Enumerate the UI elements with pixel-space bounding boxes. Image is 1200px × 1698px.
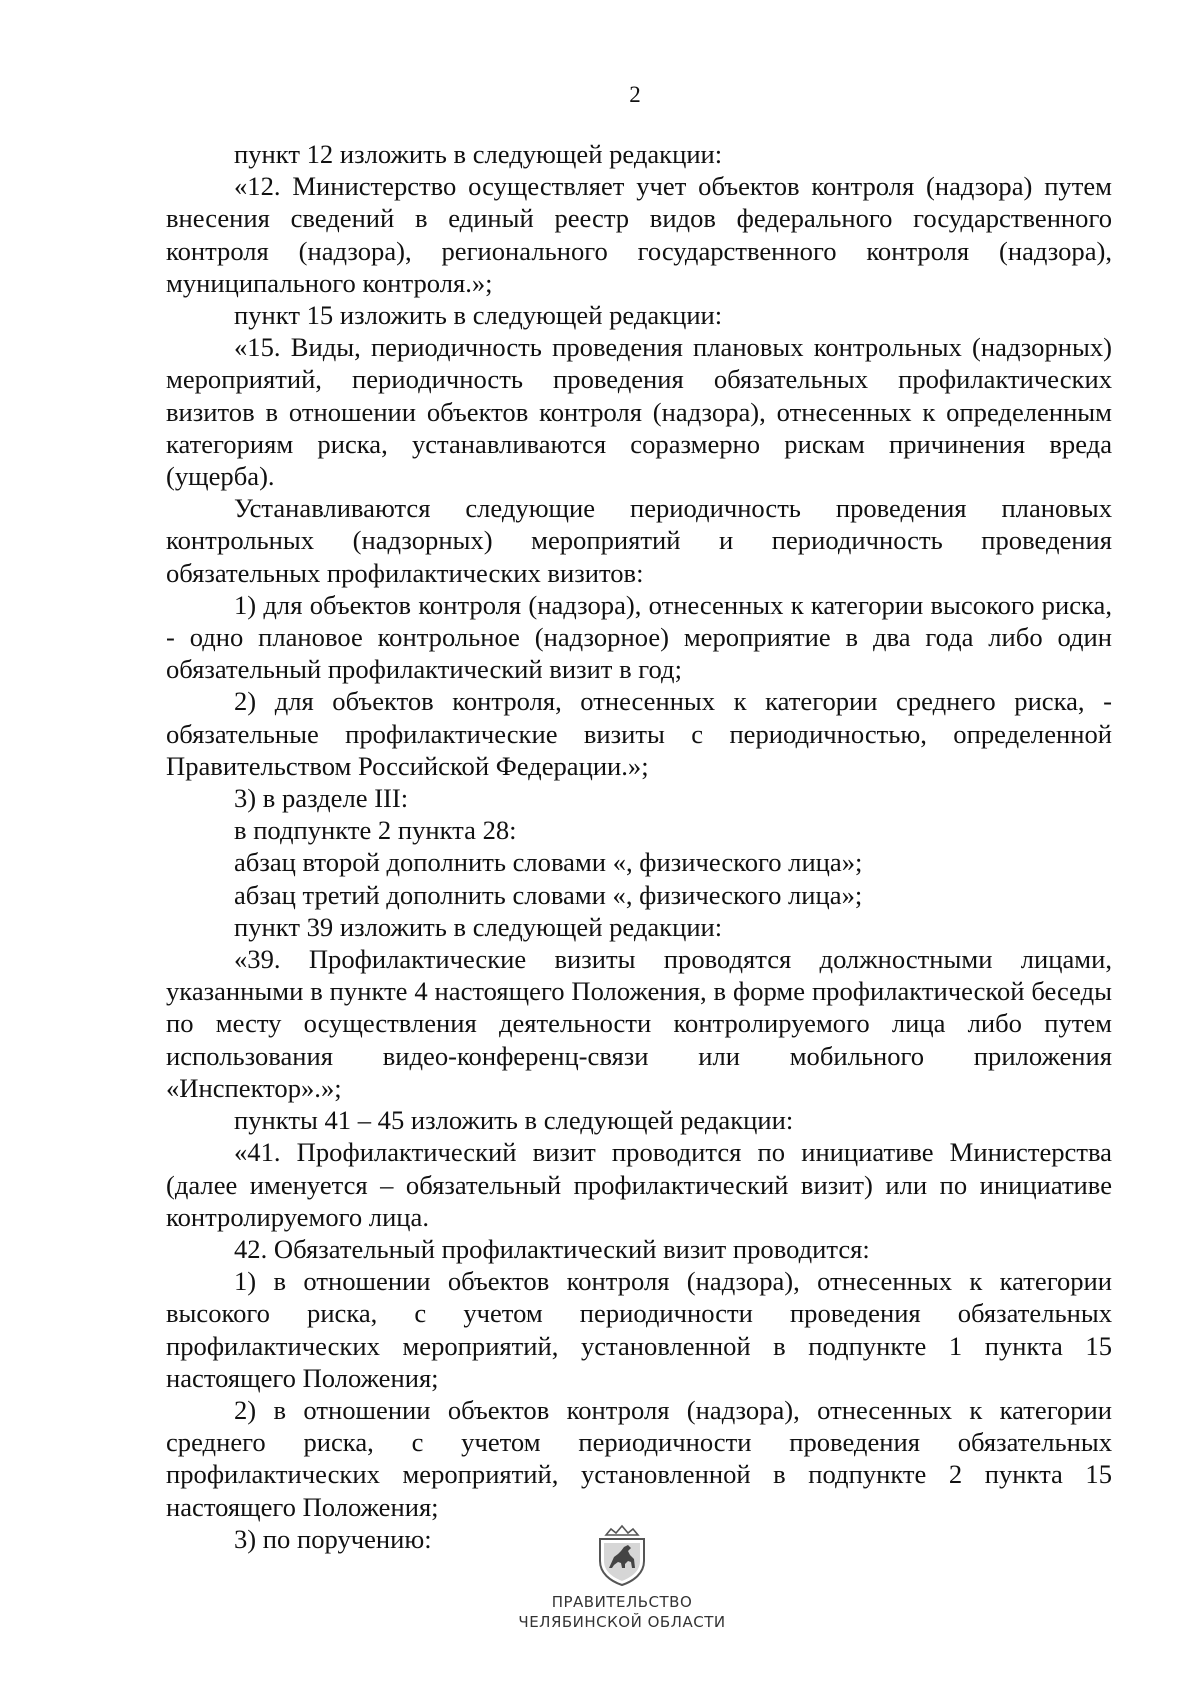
stamp-caption: [472, 1592, 772, 1632]
paragraph: 42. Обязательный профилактический визит проводится:: [234, 1233, 870, 1264]
paragraph: «39. Профилактические визиты проводятся должностными лицами, указанными в пункте 4 настоящего Положения, в форме профилактической беседы по месту осуществления деятельности контролируемого лица либо путем использования видео-конференц-связи или мобильного приложения «Инспектор».»;: [166, 944, 1112, 1103]
paragraph: пункт 15 изложить в следующей редакции:: [234, 300, 723, 331]
paragraph: «15. Виды, периодичность проведения плановых контрольных (надзорных) мероприятий, периодичность проведения обязательных профилактических визитов в отношении объектов контроля (надзора), отнесенных к определенным категориям риска, устанавливаются соразмерно рискам причинения вреда (ущерба).: [166, 332, 1112, 492]
paragraph: 2) в отношении объектов контроля (надзора), отнесенных к категории среднего риска, с учетом периодичности проведения обязательных профилактических мероприятий, установленной в подпункте 2 пункта 15 настоящего Положения;: [166, 1394, 1112, 1522]
stamp-line-2: ЧЕЛЯБИНСКОЙ ОБЛАСТИ: [518, 1613, 726, 1631]
paragraph: пункт 12 изложить в следующей редакции:: [234, 139, 723, 169]
document-body: [166, 138, 1112, 1555]
paragraph: 2) для объектов контроля, отнесенных к категории среднего риска, - обязательные профилактические визиты с периодичностью, определенной Правительством Российской Федерации.»;: [166, 686, 1112, 781]
paragraph: 3) в разделе III:: [234, 783, 409, 814]
paragraph: «12. Министерство осуществляет учет объектов контроля (надзора) путем внесения сведений в единый реестр видов федерального государственного контроля (надзора), регионального государственного контроля (надзора), муниципального контроля.»;: [166, 171, 1112, 298]
paragraph: 1) в отношении объектов контроля (надзора), отнесенных к категории высокого риска, с учетом периодичности проведения обязательных профилактических мероприятий, установленной в подпункте 1 пункта 15 настоящего Положения;: [166, 1266, 1112, 1393]
paragraph: абзац третий дополнить словами «, физического лица»;: [234, 879, 863, 910]
paragraph: 3) по поручению:: [234, 1523, 432, 1554]
stamp-line-1: ПРАВИТЕЛЬСТВО: [551, 1593, 693, 1611]
paragraph: пункты 41 – 45 изложить в следующей редакции:: [234, 1105, 794, 1136]
coat-of-arms-icon: [594, 1521, 650, 1587]
paragraph: 1) для объектов контроля (надзора), отнесенных к категории высокого риска, - одно плановое контрольное (надзорное) мероприятие в два года либо один обязательный профилактический визит в год;: [166, 589, 1112, 685]
paragraph: абзац второй дополнить словами «, физического лица»;: [234, 847, 863, 878]
page-number: 2: [629, 82, 641, 107]
paragraph: «41. Профилактический визит проводится по инициативе Министерства (далее именуется – обязательный профилактический визит) или по инициативе контролируемого лица.: [166, 1137, 1112, 1232]
paragraph: пункт 39 изложить в следующей редакции:: [234, 911, 723, 942]
paragraph: в подпункте 2 пункта 28:: [234, 815, 517, 846]
paragraph: Устанавливаются следующие периодичность проведения плановых контрольных (надзорных) мероприятий и периодичность проведения обязательных профилактических визитов:: [166, 493, 1112, 588]
